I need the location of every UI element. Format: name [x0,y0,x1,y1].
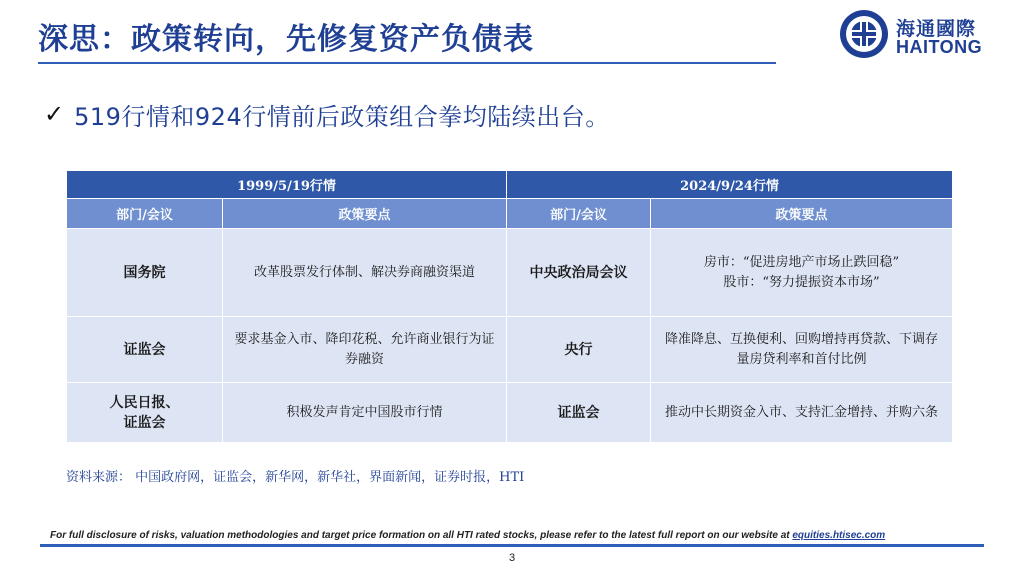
policy-cell: 降准降息、互换便利、回购增持再贷款、下调存量房贷利率和首付比例 [651,317,953,383]
dept-cell: 证监会 [507,383,651,443]
haitong-logo-icon [838,8,890,60]
table-row [67,229,953,317]
policy-cell: 要求基金入市、降印花税、允许商业银行为证券融资 [223,317,507,383]
page-title: 深思：政策转向，先修复资产负债表 [38,22,534,57]
table-row [67,317,953,383]
source-note: 资料来源： 中国政府网，证监会，新华网，新华社，界面新闻，证券时报，HTI [66,470,525,485]
policy-line: 房市：“促进房地产市场止跌回稳” [703,254,900,270]
disclaimer [50,530,885,541]
col-header-dept-right: 部门/会议 [507,199,651,229]
haitong-logo [838,8,994,60]
dept-line: 人民日报、 [109,394,180,411]
policy-cell: 积极发声肯定中国股市行情 [223,383,507,443]
check-icon: ✓ [44,100,65,128]
dept-cell [67,383,223,443]
col-header-policy-left: 政策要点 [223,199,507,229]
dept-cell: 国务院 [67,229,223,317]
table-column-header-row [67,199,953,229]
logo-english-text: HAITONG [896,37,983,57]
footer-divider [40,544,984,547]
title-divider [38,62,776,64]
policy-table [66,170,953,443]
dept-cell: 证监会 [67,317,223,383]
disclaimer-text: For full disclosure of risks, valuation methodologies and target price formation on all HTI rated stocks, please refer to the latest full report on our website at [50,530,793,541]
page-number: 3 [508,552,516,564]
table-group-header-row [67,171,953,199]
logo-chinese-text: 海通國際 [896,18,977,40]
group-header-2024: 2024/9/24行情 [507,171,953,199]
policy-line: 股市：“努力提振资本市场” [723,274,880,290]
policy-cell [651,229,953,317]
dept-cell: 央行 [507,317,651,383]
bullet-point [44,94,610,134]
dept-cell: 中央政治局会议 [507,229,651,317]
group-header-1999: 1999/5/19行情 [67,171,507,199]
policy-cell: 推动中长期资金入市、支持汇金增持、并购六条 [651,383,953,443]
dept-line: 证监会 [123,414,166,431]
col-header-policy-right: 政策要点 [651,199,953,229]
bullet-text: 519行情和924行情前后政策组合拳均陆续出台。 [74,102,610,131]
table-row [67,383,953,443]
policy-cell: 改革股票发行体制、解决券商融资渠道 [223,229,507,317]
website-link[interactable]: equities.htisec.com [792,530,886,541]
col-header-dept-left: 部门/会议 [67,199,223,229]
